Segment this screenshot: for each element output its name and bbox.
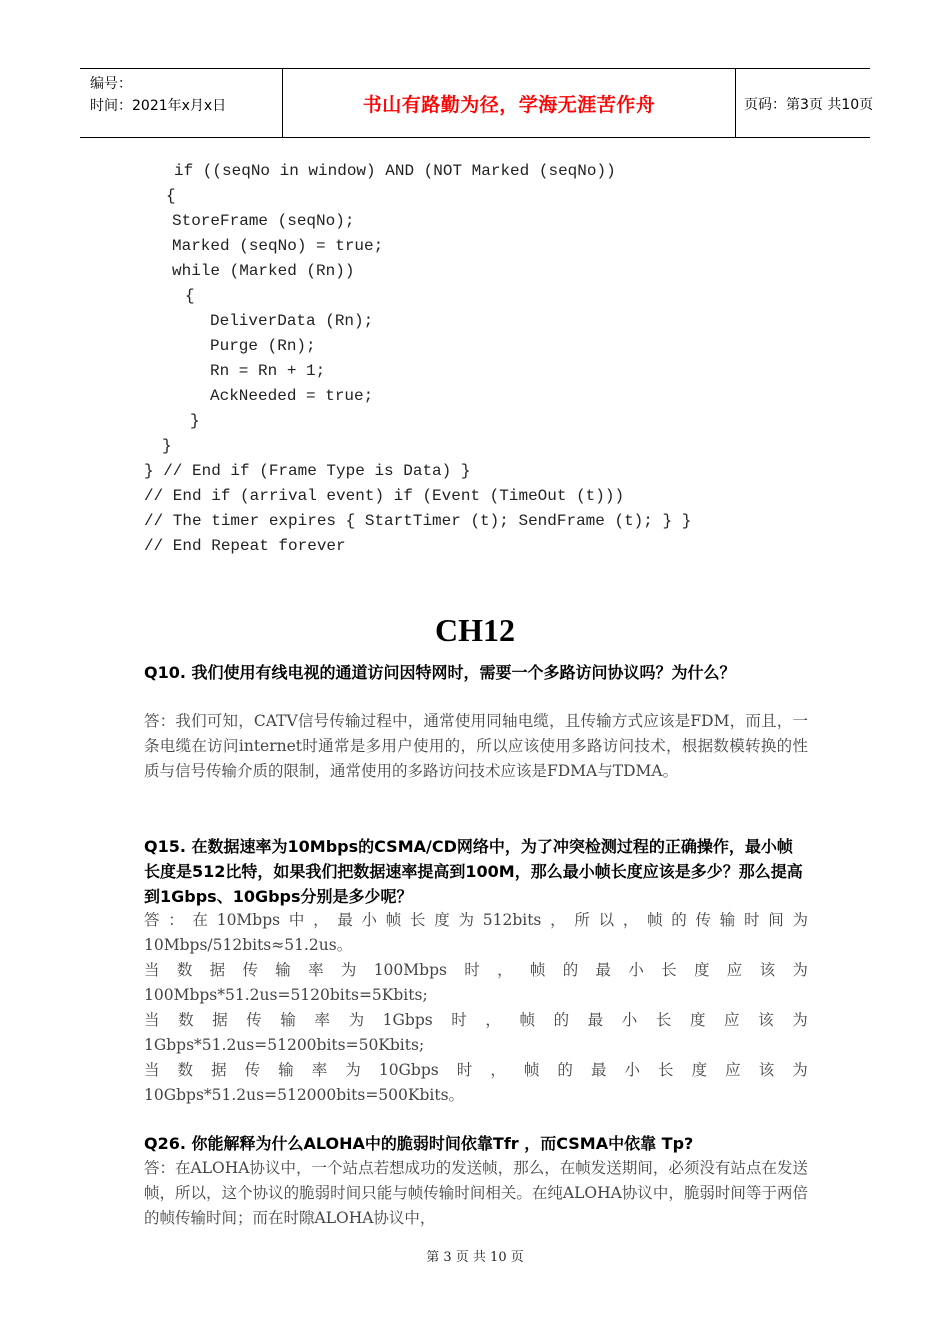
question-q26: Q26. 你能解释为什么ALOHA中的脆弱时间依靠Tfr ，而CSMA中依靠 Tp? (144, 1134, 694, 1153)
justified-token: 度 (691, 1061, 708, 1079)
justified-token: 帧 (529, 961, 546, 979)
header-motto-cell (282, 69, 736, 137)
answer-q15-line-1gbps (144, 1008, 808, 1058)
justified-token: ， (497, 961, 513, 979)
code-line: } (162, 437, 172, 455)
justified-token: 应 (726, 961, 743, 979)
answer-q15-intro: 答：在10Mbps中，最小帧长度为512bits，所以，帧的传输时间为10Mbps/512bits≈51.2us。 (144, 911, 808, 954)
justified-token: 100Mbps (373, 961, 447, 979)
justified-line (144, 1008, 808, 1033)
justified-token: 该 (758, 1061, 775, 1079)
justified-token: 的 (553, 1011, 570, 1029)
justified-line (144, 958, 808, 983)
justified-token: 当 (144, 1061, 160, 1079)
justified-token: 小 (621, 1011, 638, 1029)
code-line: // End Repeat forever (144, 537, 346, 555)
justified-token: 长 (655, 1011, 672, 1029)
code-line: { (185, 287, 195, 305)
justified-token: 时 (464, 961, 480, 979)
justified-token: 的 (562, 961, 579, 979)
justified-token: 度 (693, 961, 710, 979)
justified-token: 最 (590, 1061, 607, 1079)
justified-token: 率 (314, 1011, 330, 1029)
justified-token: 据 (211, 1061, 227, 1079)
code-line: StoreFrame (seqNo); (172, 212, 355, 230)
justified-token: 数 (177, 1061, 194, 1079)
code-line: } (190, 412, 200, 430)
justified-token: 该 (759, 961, 776, 979)
justified-token: 传 (242, 961, 258, 979)
number-label: 编号： (90, 76, 132, 92)
answer-q15-line-100mbps (144, 958, 808, 1008)
justified-token: 输 (278, 1061, 294, 1079)
code-line: // The timer expires { StartTimer (t); SendFrame (t); } } (144, 512, 692, 530)
answer-q10: 答：我们可知，CATV信号传输过程中，通常使用同轴电缆，且传输方式应该是FDM，而且，一条电缆在访问internet时通常是多用户使用的，所以应该使用多路访问技术，根据数模转换的性质与信号传输介质的限制，通常使用的多路访问技术应该是FDMA与TDMA。 (144, 712, 808, 780)
justified-token: 的 (557, 1061, 573, 1079)
justified-token: 为 (345, 1061, 361, 1079)
justified-token: ， (485, 1011, 501, 1029)
justified-token: 输 (280, 1011, 296, 1029)
code-line: } // End if (Frame Type is Data) } (144, 462, 471, 480)
answer-q15-line-cont: 10Gbps*51.2us=512000bits=500Kbits。 (144, 1086, 465, 1104)
justified-token: 时 (451, 1011, 467, 1029)
justified-token: 据 (209, 961, 226, 979)
code-line: { (166, 187, 176, 205)
code-line: Marked (seqNo) = true; (172, 237, 384, 255)
justified-token: 为 (792, 1061, 808, 1079)
justified-token: 数 (176, 961, 193, 979)
header-info-cell (80, 69, 282, 137)
answer-q15-line-cont: 100Mbps*51.2us=5120bits=5Kbits; (144, 986, 428, 1004)
justified-token: 长 (661, 961, 677, 979)
justified-token: 据 (212, 1011, 228, 1029)
justified-token: 应 (725, 1061, 741, 1079)
justified-token: 小 (628, 961, 644, 979)
justified-token: 最 (587, 1011, 604, 1029)
code-line: while (Marked (Rn)) (172, 262, 355, 280)
justified-token: 为 (348, 1011, 365, 1029)
justified-token: 数 (178, 1011, 194, 1029)
code-line: DeliverData (Rn); (210, 312, 374, 330)
page-number-label: 页码：第3页 共10页 (744, 97, 874, 113)
code-line: AckNeeded = true; (210, 387, 374, 405)
justified-token: 应 (724, 1011, 740, 1029)
page-header (80, 68, 874, 138)
code-line: Rn = Rn + 1; (210, 362, 326, 380)
justified-token: 率 (308, 961, 324, 979)
justified-line (144, 1058, 808, 1083)
code-line: Purge (Rn); (210, 337, 316, 355)
chapter-title: CH12 (435, 612, 515, 648)
justified-token: 输 (275, 961, 291, 979)
justified-token: 小 (624, 1061, 641, 1079)
justified-token: 帧 (523, 1061, 540, 1079)
code-line: // End if (arrival event) if (Event (TimeOut (t))) (144, 487, 625, 505)
justified-token: 传 (244, 1061, 261, 1079)
justified-token: 该 (758, 1011, 774, 1029)
justified-token: 1Gbps (382, 1011, 433, 1029)
answer-q26: 答：在ALOHA协议中，一个站点若想成功的发送帧，那么，在帧发送期间，必须没有站点在发送帧，所以，这个协议的脆弱时间只能与帧传输时间相关。在纯ALOHA协议中，脆弱时间等于两倍的帧传输时间；而在时隙ALOHA协议中， (144, 1159, 808, 1227)
answer-q15-line-cont: 1Gbps*51.2us=51200bits=50Kbits; (144, 1036, 425, 1054)
justified-token: ， (490, 1061, 506, 1079)
question-q15: Q15. 在数据速率为10Mbps的CSMA/CD网络中，为了冲突检测过程的正确操作，最小帧长度是512比特，如果我们把数据速率提高到100M，那么最小帧长度应该是多少？那么提高到1Gbps、10Gbps分别是多少呢？ (144, 837, 803, 906)
page-footer: 第 3 页 共 10 页 (426, 1250, 524, 1265)
justified-token: 度 (689, 1011, 706, 1029)
answer-q15-line-10gbps (144, 1058, 808, 1108)
time-label: 时间：2021年x月x日 (90, 98, 227, 114)
justified-token: 10Gbps (378, 1061, 439, 1079)
code-line: if ((seqNo in window) AND (NOT Marked (seqNo)) (174, 162, 616, 180)
justified-token: 为 (792, 1011, 808, 1029)
justified-token: 率 (311, 1061, 328, 1079)
justified-token: 为 (340, 961, 357, 979)
justified-token: 为 (792, 961, 808, 979)
motto: 书山有路勤为径，学海无涯苦作舟 (362, 94, 656, 116)
justified-token: 长 (658, 1061, 674, 1079)
question-q10: Q10. 我们使用有线电视的通道访问因特网时，需要一个多路访问协议吗？为什么？ (144, 663, 736, 682)
justified-token: 最 (595, 961, 612, 979)
header-page-cell (736, 69, 874, 137)
justified-token: 帧 (519, 1011, 535, 1029)
justified-token: 时 (456, 1061, 473, 1079)
justified-token: 传 (246, 1011, 262, 1029)
justified-token: 当 (144, 961, 160, 979)
justified-token: 当 (144, 1011, 160, 1029)
